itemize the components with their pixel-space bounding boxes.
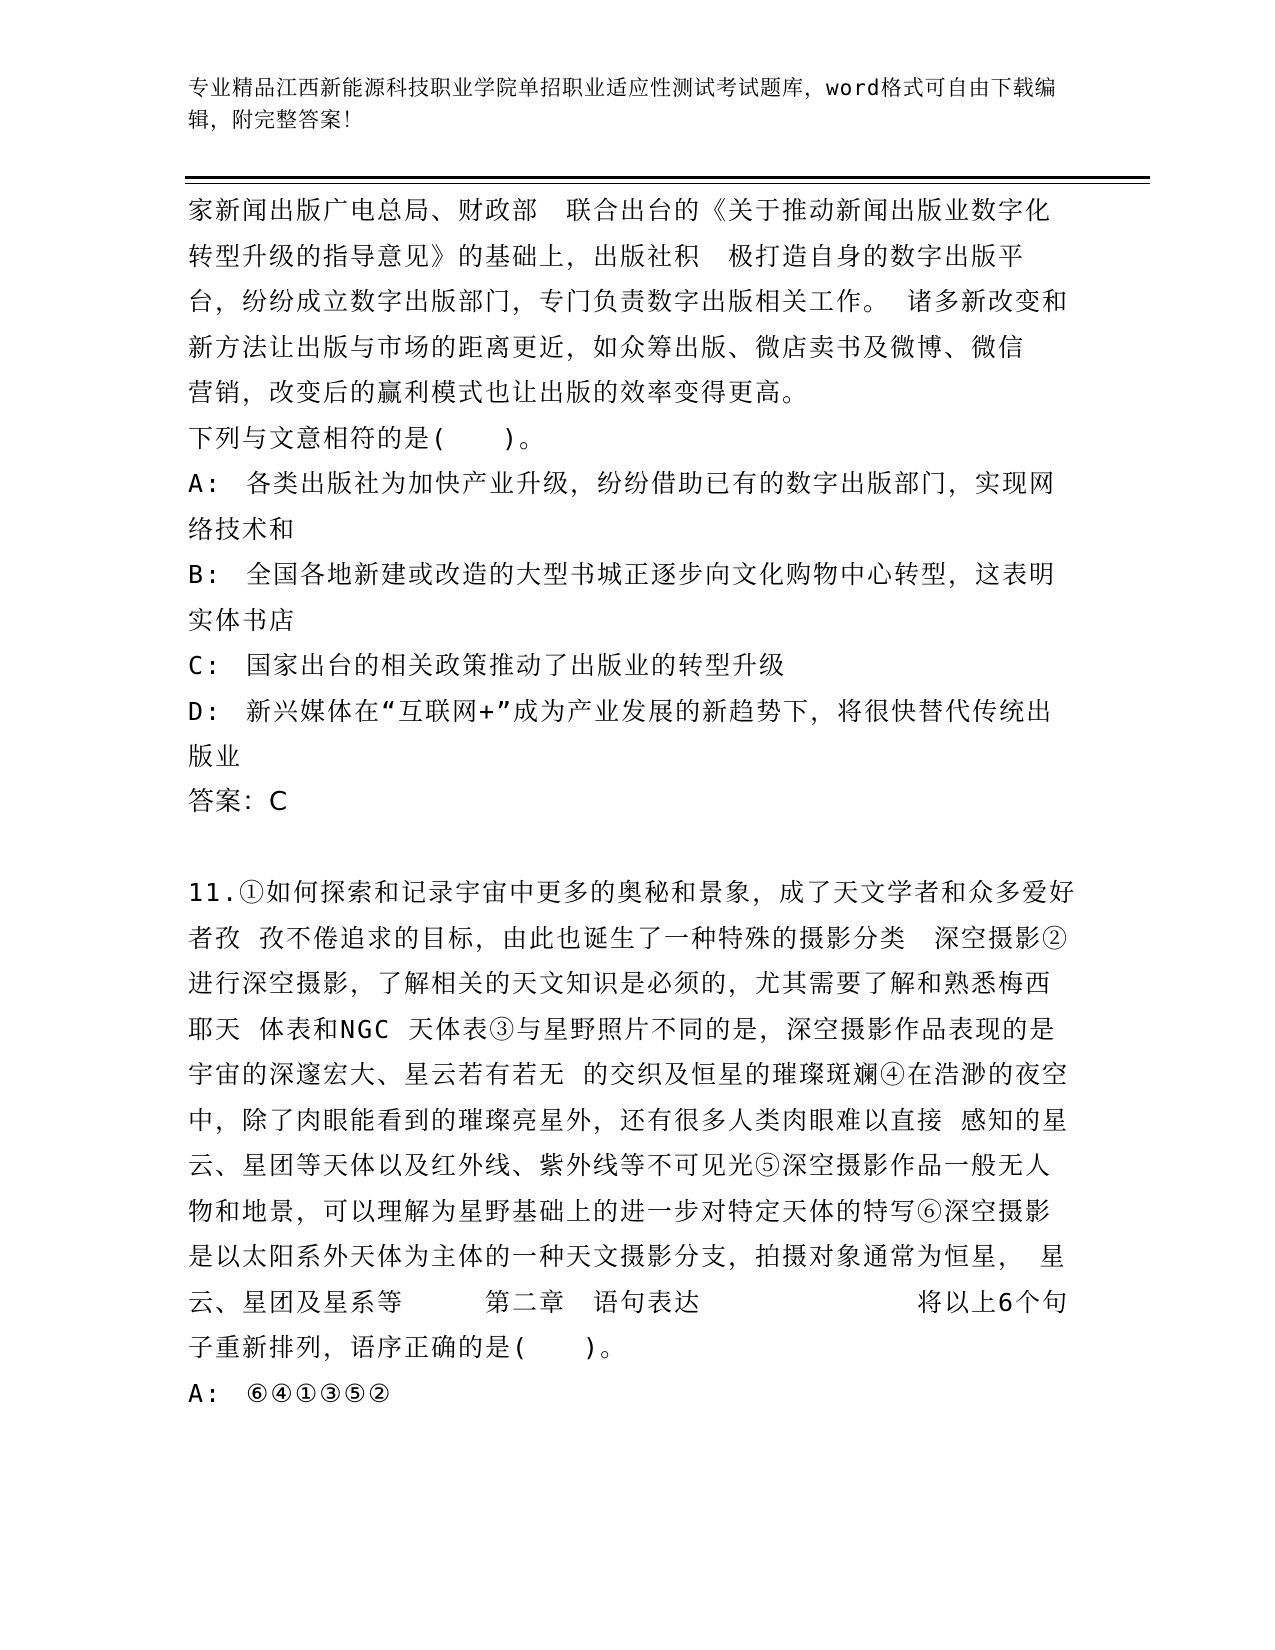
option-letter: B: <box>188 560 223 589</box>
page-header: 专业精品江西新能源科技职业学院单招职业适应性测试考试题库，word格式可自由下载编辑，附完整答案！ <box>188 76 1057 132</box>
q10-answer: 答案：C <box>188 786 289 817</box>
option-text: 全国各地新建或改造的大型书城正逐步向文化购物中心转型，这表明实体书店 <box>188 560 1057 635</box>
q11-passage: 11.①如何探索和记录宇宙中更多的奥秘和景象，成了天文学者和众多爱好者孜 孜不倦追求的目标，由此也诞生了一种特殊的摄影分类 深空摄影②进行深空摄影，了解相关的天文知识是必须的，尤其需要了解和熟悉梅西耶天 体表和NGC 天体表③与星野照片不同的是，深空摄影作品表现的是宇宙的深邃宏大、星云若有若无 的交织及恒星的璀璨斑斓④在浩渺的夜空中，除了肉眼能看到的璀璨亮星外，还有很多人类肉眼难以直接 感知的星云、星团等天体以及红外线、紫外线等不可见光⑤深空摄影作品一般无人物和地景，可以理解为星野基础上的进一步对特定天体的特写⑥深空摄影是以太阳系外天体为主体的一种天文摄影分支，拍摄对象通常为恒星， 星云、星团及星系等 第二章 语句表达 将以上6个句子重新排列，语序正确的是( )。 <box>188 878 1077 1362</box>
q10-option-c <box>188 643 1078 689</box>
q10-passage: 家新闻出版广电总局、财政部 联合出台的《关于推动新闻出版业数字化转型升级的指导意见》的基础上，出版社积 极打造自身的数字出版平台，纷纷成立数字出版部门，专门负责数字出版相关工作。 诸多新改变和新方法让出版与市场的距离更近，如众筹出版、微店卖书及微博、微信 营销，改变后的赢利模式也让出版的效率变得更高。 <box>188 196 1070 407</box>
q10-option-b <box>188 552 1078 643</box>
q10-option-d <box>188 689 1078 780</box>
option-text: 国家出台的相关政策推动了出版业的转型升级 <box>246 651 787 680</box>
document-body <box>188 188 1078 1416</box>
header-rule-thin <box>185 183 1150 184</box>
q11-option-a <box>188 1371 1078 1417</box>
option-text: 各类出版社为加快产业升级，纷纷借助已有的数字出版部门，实现网络技术和 <box>188 469 1057 544</box>
option-letter: A: <box>188 469 223 498</box>
section-gap <box>188 825 1078 870</box>
option-text: ⑥④①③⑤② <box>246 1378 393 1408</box>
q10-option-a <box>188 461 1078 552</box>
option-letter: A: <box>188 1378 223 1408</box>
option-letter: D: <box>188 696 223 726</box>
option-letter: C: <box>188 651 223 680</box>
header-rule-thick <box>185 176 1150 179</box>
option-text: 新兴媒体在“互联网+”成为产业发展的新趋势下，将很快替代传统出版业 <box>188 696 1054 771</box>
q10-question: 下列与文意相符的是( )。 <box>188 423 547 453</box>
